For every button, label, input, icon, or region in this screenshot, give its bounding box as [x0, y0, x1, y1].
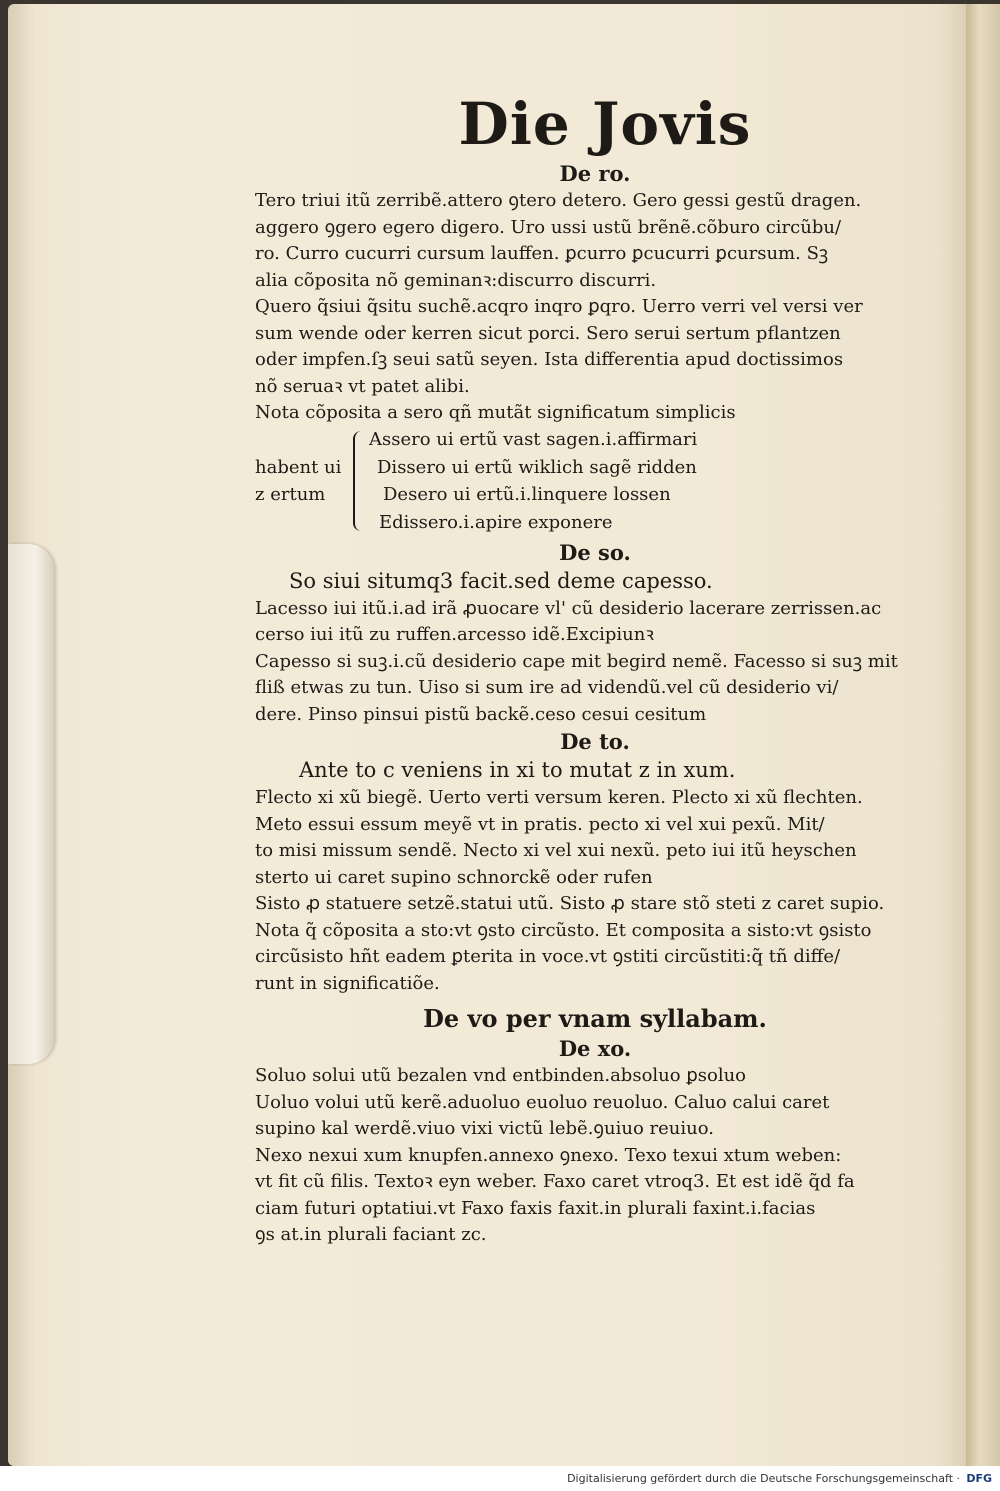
text-line: Uoluo volui utũ kerẽ.aduoluo euoluo reuoluo. Caluo calui caret: [255, 1091, 830, 1113]
text-line: Nota q̃ cõposita a sto:vt ꝯsto circũsto. Et composita a sisto:vt ꝯsisto: [255, 919, 872, 941]
section-ro-lines: [255, 188, 935, 427]
section-vo-lines: [255, 1063, 935, 1249]
text-line: Quero q̃siui q̃situ suchẽ.acqro inqro ꝑqro. Uerro verri vel versi ver: [255, 296, 863, 317]
text-line: circũsisto hñt eadem ꝑterita in voce.vt ꝯstiti circũstiti:q̃ tñ diffe/: [255, 946, 841, 967]
section-to-lines: [255, 785, 935, 997]
text-line: runt in significatiõe.: [255, 972, 440, 994]
verse-so: So siui situmq3 facit.sed deme capesso.: [289, 568, 713, 593]
text-line: to misi missum sendẽ. Necto xi vel xui nexũ. peto iui itũ heyschen: [255, 840, 857, 861]
section-heading-xo: De xo.: [558, 1036, 632, 1061]
text-line: Nexo nexui xum knupfen.annexo ꝯnexo. Texo texui xtum weben:: [255, 1144, 842, 1166]
text-line: Capesso si suꝫ.i.cũ desiderio cape mit begird nemẽ. Facesso si suꝫ mit: [255, 650, 898, 672]
text-line: Soluo solui utũ bezalen vnd entbinden.absoluo ꝑsoluo: [255, 1065, 747, 1086]
text-line: Lacesso iui itũ.i.ad irã ꝓuocare vl' cũ desiderio lacerare zerrissen.ac: [255, 597, 882, 619]
text-line: cerso iui itũ zu ruffen.arcesso idẽ.Excipiunꝛ: [255, 624, 654, 645]
page-title: Die Jovis: [458, 90, 752, 158]
page-text: [255, 90, 935, 1249]
text-line: vt fit cũ filis. Textoꝛ eyn weber. Faxo caret vtroq3. Et est idẽ q̃d fa: [255, 1171, 855, 1192]
text-line: dere. Pinso pinsui pistũ backẽ.ceso cesui cesitum: [255, 703, 707, 725]
text-line: ro. Curro cucurri cursum lauffen. ꝑcurro ꝑcucurri ꝑcursum. Sꝫ: [255, 243, 829, 264]
bracket-label: habent ui: [255, 456, 342, 478]
section-heading-to: De to.: [560, 729, 630, 754]
brace-mark: [353, 431, 365, 531]
text-line: alia cõposita nõ geminanꝛ:discurro discurri.: [255, 269, 657, 291]
verse-to: Ante to c veniens in xi to mutat z in xum.: [299, 758, 736, 782]
bracket-item: Dissero ui ertũ wiklich sagẽ ridden: [377, 456, 697, 478]
dfg-logo: DFG: [966, 1472, 992, 1485]
section-heading-ro: De ro.: [559, 161, 631, 186]
text-line: fliß etwas zu tun. Uiso si sum ire ad videndũ.vel cũ desiderio vi/: [255, 677, 839, 698]
section-heading-so: De so.: [559, 539, 631, 565]
text-line: oder impfen.ſꝫ seui satũ seyen. Ista differentia apud doctissimos: [255, 349, 844, 370]
text-line: aggero ꝯgero egero digero. Uro ussi ustũ brẽnẽ.cõburo circũbu/: [255, 216, 842, 238]
text-line: ciam futuri optatiui.vt Faxo faxis faxit.in plurali faxint.i.facias: [255, 1197, 816, 1219]
section-so-lines: [255, 596, 935, 729]
bracket-item: Desero ui ertũ.i.linquere lossen: [383, 483, 671, 505]
text-line: sterto ui caret supino schnorckẽ oder rufen: [255, 866, 653, 888]
text-line: sum wende oder kerren sicut porci. Sero serui sertum pflantzen: [255, 322, 841, 344]
text-line: Sisto ꝓ statuere setzẽ.statui utũ. Sisto ꝓ stare stõ steti z caret supio.: [255, 893, 885, 914]
text-line: supino kal werdẽ.viuo vixi victũ lebẽ.ꝯuiuo reuiuo.: [255, 1118, 714, 1139]
text-line: Nota cõposita a sero qñ mutãt significatum simplicis: [255, 402, 736, 423]
dfg-credit: Digitalisierung gefördert durch die Deutsche Forschungsgemeinschaft ·: [567, 1472, 960, 1485]
text-line: Flecto xi xũ biegẽ. Uerto verti versum keren. Plecto xi xũ flechten.: [255, 787, 863, 808]
bracket-item: Edissero.i.apire exponere: [379, 511, 613, 533]
bracket-item: Assero ui ertũ vast sagen.i.affirmari: [369, 428, 698, 450]
bracket-list: [255, 427, 935, 539]
bracket-label: z ertum: [255, 483, 326, 505]
page-clip: [8, 544, 54, 1064]
text-line: ꝯs at.in plurali faciant zc.: [255, 1224, 487, 1245]
footer-bar: [0, 1466, 1000, 1491]
text-line: Meto essui essum meyẽ vt in pratis. pecto xi vel xui pexũ. Mit/: [255, 813, 825, 835]
page-edge: [966, 4, 1000, 1466]
text-line: Tero triui itũ zerribẽ.attero ꝯtero detero. Gero gessi gestũ dragen.: [255, 190, 862, 211]
text-line: nõ seruaꝛ vt patet alibi.: [255, 375, 470, 397]
section-heading-vo: De vo per vnam syllabam.: [423, 1004, 767, 1033]
